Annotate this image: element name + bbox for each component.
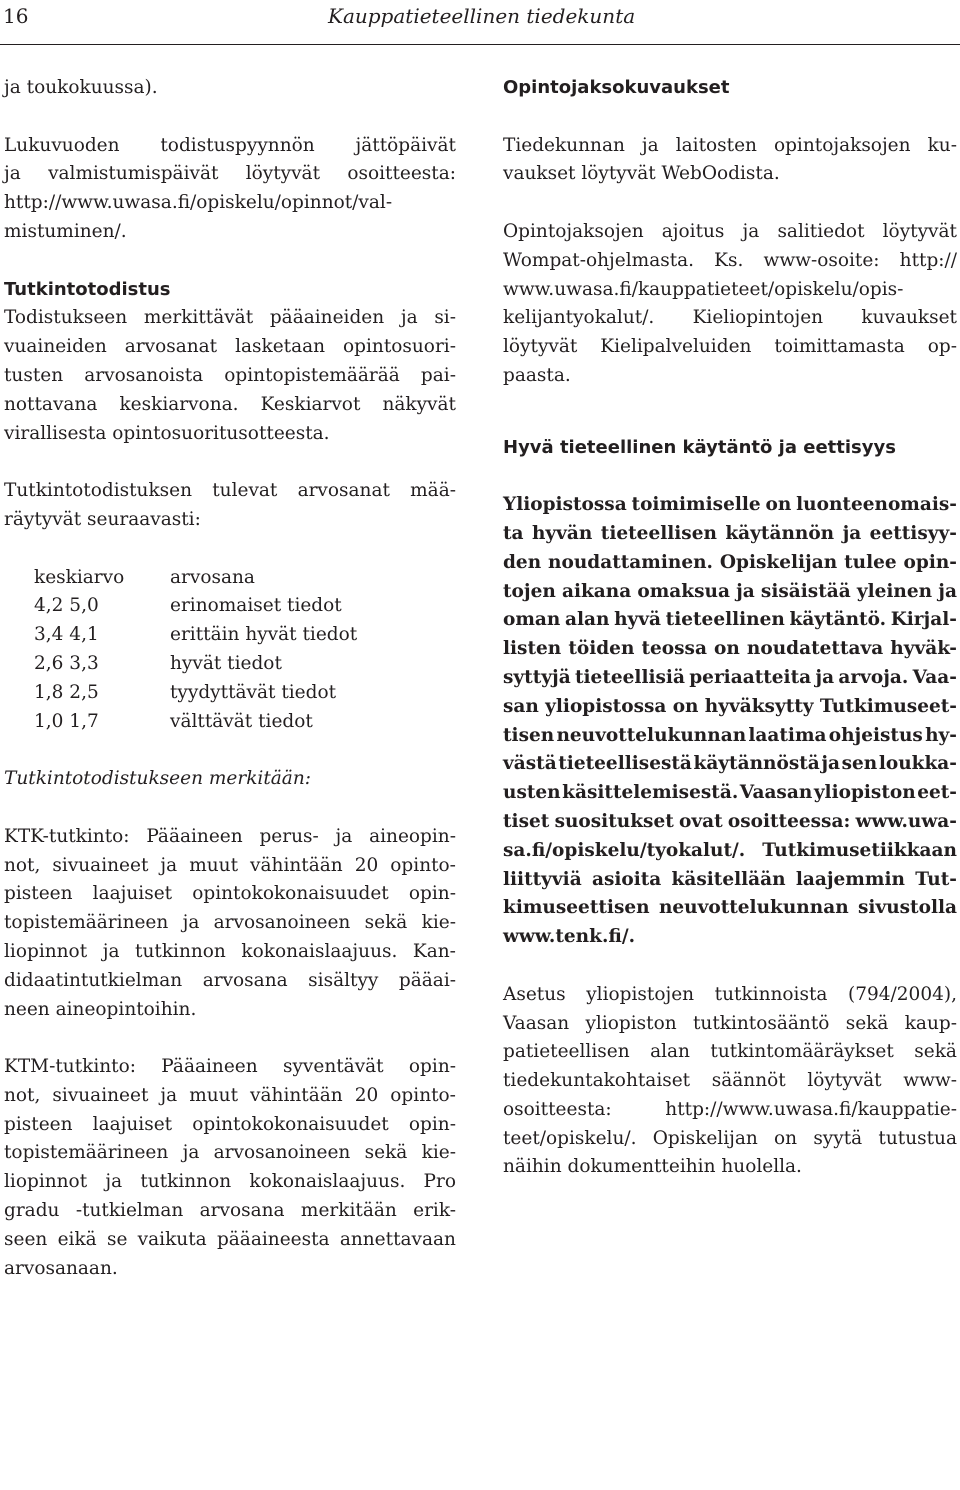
text-line: not, sivuaineet ja muut vähintään 20 opinto- [4, 1084, 456, 1106]
text-line: topistemäärineen ja arvosanoineen sekä kie- [4, 912, 456, 934]
text-line: kimuseettisen neuvottelukunnan sivustolla [503, 897, 957, 919]
text-line: san yliopistossa on hyväksytty Tutkimuseet- [503, 695, 957, 717]
text-line: ta hyvän tieteellisen käytännön ja eettisyy- [503, 522, 957, 544]
grade-label: erittäin hyvät tiedot [170, 624, 358, 646]
grade-range: 1,0 1,7 [34, 710, 99, 732]
text-line: Opintojaksojen ajoitus ja salitiedot löytyvät [503, 220, 957, 242]
text-line: pisteen laajuiset opintokokonaisuudet opin- [4, 883, 456, 905]
grade-row [4, 708, 456, 737]
text-line: patieteellisen alan tutkintomääräykset sekä [503, 1041, 957, 1063]
heading-opintojaksokuvaukset: Opintojaksokuvaukset [503, 77, 730, 98]
text-line: Todistukseen merkittävät pääaineiden ja si- [4, 307, 456, 329]
text-line: Lukuvuoden todistuspyynnön jättöpäivät [4, 134, 456, 156]
paragraph-good-practice [503, 491, 957, 952]
heading-merkitaan: Tutkintotodistukseen merkitään: [4, 768, 311, 790]
text-line: didaatintutkielman arvosana sisältyy pääai- [4, 969, 456, 991]
grade-label: hyvät tiedot [170, 652, 282, 674]
text-line: näihin dokumentteihin huolella. [503, 1156, 802, 1178]
text-line: not, sivuaineet ja muut vähintään 20 opinto- [4, 854, 456, 876]
text-line: oman alan hyvä tieteellinen käytäntö. Kirjal- [503, 609, 957, 631]
grade-range: 3,4 4,1 [34, 624, 99, 646]
text-line: neen aineopintoihin. [4, 998, 197, 1020]
text-line: liittyviä asioita käsitellään laajemmin Tut- [503, 868, 957, 890]
grade-row [4, 650, 456, 679]
text-line: pisteen laajuiset opintokokonaisuudet opin- [4, 1113, 456, 1135]
grade-label: erinomaiset tiedot [170, 595, 342, 617]
text-line: vuaineiden arvosanat lasketaan opintosuori- [4, 336, 456, 358]
text-line: liopinnot ja tutkinnon kokonaislaajuus. Pro [4, 1171, 456, 1193]
text-line: Asetus yliopistojen tutkinnoista (794/2004), [503, 983, 957, 1005]
paragraph-ktm [4, 1053, 456, 1283]
grade-table-header [4, 564, 456, 593]
text-line: ja valmistumispäivät löytyvät osoitteesta: [4, 163, 456, 185]
heading-hyva-tieteellinen: Hyvä tieteellinen käytäntö ja eettisyys [503, 436, 896, 458]
grade-label: tyydyttävät tiedot [170, 681, 337, 703]
text-line: Tiedekunnan ja laitosten opintojaksojen ku- [503, 134, 957, 156]
text-line: paasta. [503, 364, 571, 386]
text-line: tusten arvosanoista opintopistemäärää pai- [4, 364, 456, 386]
text-line: www.uwasa.fi/kauppatieteet/opiskelu/opis- [503, 278, 904, 300]
text-line: nottavana keskiarvona. Keskiarvot näkyvät [4, 393, 456, 415]
text-line: tisen neuvottelukunnan laatima ohjeistus hy- [503, 724, 957, 746]
text-line: KTM-tutkinto: Pääaineen syventävät opin- [4, 1056, 456, 1078]
text-line: liopinnot ja tutkinnon kokonaislaajuus. Kan- [4, 940, 456, 962]
text-line: tiset suositukset ovat osoitteessa: www.uwa- [503, 810, 957, 832]
text-line: arvosanaan. [4, 1257, 118, 1279]
grade-col-arvosana: arvosana [170, 566, 255, 588]
grade-col-keskiarvo: keskiarvo [34, 566, 125, 588]
text-line: tojen aikana omaksua ja sisäistää yleinen ja [503, 580, 957, 602]
text-line: sa.fi/opiskelu/tyokalut/. Tutkimusetiikkaan [503, 839, 957, 861]
text-line: http://www.uwasa.fi/opiskelu/opinnot/val- [4, 192, 393, 214]
grade-row [4, 621, 456, 650]
text-line: Wompat-ohjelmasta. Ks. www-osoite: http:// [503, 249, 957, 271]
header-rule [0, 44, 960, 45]
paragraph-grades-intro [4, 477, 456, 535]
text-line: topistemäärineen ja arvosanoineen sekä kie- [4, 1142, 456, 1164]
text-line: Yliopistossa toimimiselle on luonteenomais- [503, 494, 957, 516]
text-line: västä tieteellisestä käytännöstä ja sen loukka- [503, 753, 957, 775]
paragraph-weboodi [503, 132, 957, 190]
text-line: den noudattaminen. Opiskelijan tulee opin- [503, 551, 957, 573]
text-line: usten käsittelemisestä. Vaasan yliopiston eet- [503, 782, 957, 804]
text-line: tiedekuntakohtaiset säännöt löytyvät www- [503, 1070, 957, 1092]
text-line: mistuminen/. [4, 220, 127, 242]
paragraph-asetus [503, 981, 957, 1183]
text-line: osoitteesta: http://www.uwasa.fi/kauppatie- [503, 1098, 957, 1120]
text-line: räytyvät seuraavasti: [4, 508, 201, 530]
paragraph-wompat [503, 218, 957, 391]
grade-range: 4,2 5,0 [34, 595, 99, 617]
grade-row [4, 679, 456, 708]
right-column [503, 74, 957, 1182]
text-line: Vaasan yliopiston tutkintosääntö sekä kaup- [503, 1012, 957, 1034]
text-line: teet/opiskelu/. Opiskelijan on syytä tutustua [503, 1127, 957, 1149]
text-line: listen töiden teossa on noudatettava hyväk- [503, 638, 957, 660]
paragraph-continued [4, 74, 456, 103]
paragraph-deadlines [4, 132, 456, 247]
grade-table [4, 564, 456, 737]
grade-range: 2,6 3,3 [34, 652, 99, 674]
text-line: www.tenk.fi/. [503, 926, 636, 948]
heading-tutkintotodistus: Tutkintotodistus [4, 278, 171, 300]
text-line: ja toukokuussa). [4, 77, 158, 98]
text-line: kelijantyokalut/. Kieliopintojen kuvaukset [503, 307, 957, 329]
text-line: seen eikä se vaikuta pääaineesta annettavaan [4, 1228, 456, 1250]
paragraph-grades-calc [4, 304, 456, 448]
text-line: vaukset löytyvät WebOodista. [503, 163, 780, 185]
grade-row [4, 592, 456, 621]
paragraph-ktk [4, 823, 456, 1025]
text-line: Tutkintotodistuksen tulevat arvosanat mää- [4, 480, 456, 502]
left-column [4, 74, 456, 1283]
text-line: virallisesta opintosuoritusotteesta. [4, 422, 330, 444]
page-number: 16 [3, 4, 29, 28]
text-line: syttyjä tieteellisiä periaatteita ja arvoja. Vaa- [503, 666, 957, 688]
grade-range: 1,8 2,5 [34, 681, 99, 703]
running-header-title: Kauppatieteellinen tiedekunta [328, 4, 636, 28]
text-line: gradu -tutkielman arvosana merkitään erik- [4, 1200, 456, 1222]
text-line: KTK-tutkinto: Pääaineen perus- ja aineopin- [4, 825, 456, 847]
text-line: löytyvät Kielipalveluiden toimittamasta op- [503, 336, 957, 358]
grade-label: välttävät tiedot [170, 710, 313, 732]
